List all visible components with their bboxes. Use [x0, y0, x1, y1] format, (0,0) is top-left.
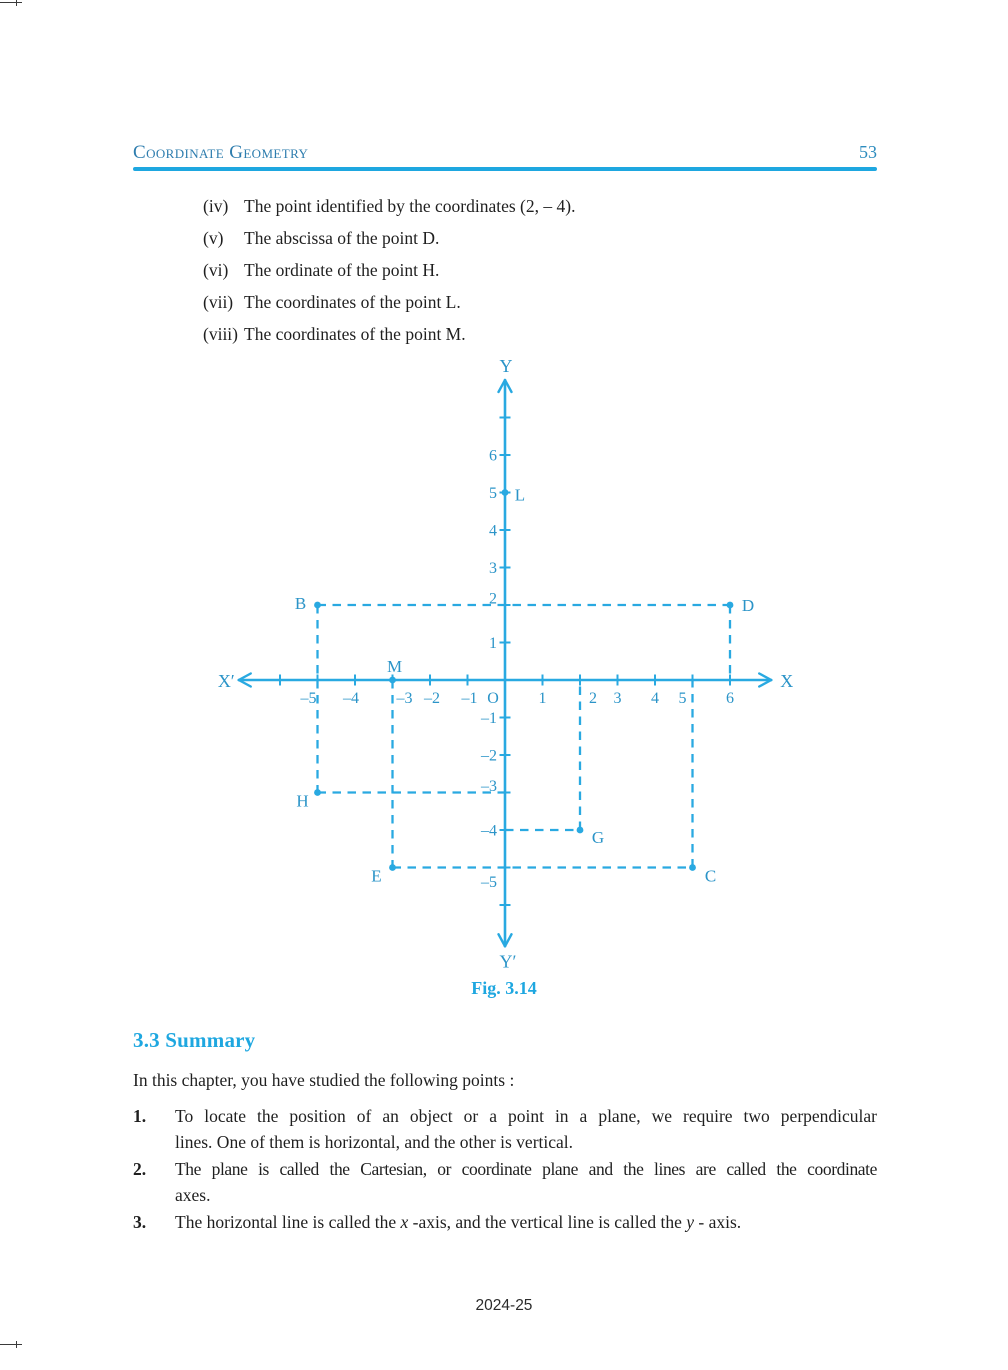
item-label: (iv)	[203, 196, 229, 216]
point-G	[577, 827, 584, 834]
math-var-y: y	[686, 1212, 694, 1232]
list-item	[203, 222, 843, 254]
list-item	[203, 254, 843, 286]
point-L	[502, 489, 509, 496]
item-text: The ordinate of the point H.	[244, 260, 440, 280]
point-label-E: E	[371, 866, 382, 886]
list-item	[203, 190, 843, 222]
x-axis-label: X	[780, 671, 794, 691]
x-neg-axis-label: X′	[217, 671, 235, 691]
y-tick-label: –4	[481, 822, 497, 840]
point-B	[314, 602, 321, 609]
point-label-M: M	[386, 657, 403, 676]
item-text: The coordinates of the point L.	[244, 292, 461, 312]
point-text-line: The plane is called the Cartesian, or coordinate plane and the lines are called the coordinate	[175, 1159, 877, 1179]
y-tick-label: 1	[489, 635, 497, 652]
running-head: Coordinate Geometry	[133, 142, 309, 163]
x-tick-label: –2	[424, 690, 440, 707]
point-E	[389, 864, 396, 871]
y-tick-label: 3	[489, 560, 497, 577]
point-M	[389, 677, 396, 684]
point-H	[314, 789, 321, 796]
point-number: 2.	[133, 1159, 147, 1179]
origin-label: O	[487, 690, 499, 707]
math-var-x: x	[400, 1212, 409, 1232]
item-label: (vi)	[203, 260, 229, 280]
y-tick-label: –5	[481, 874, 497, 891]
page-number: 53	[859, 142, 877, 162]
section-heading: 3.3 Summary	[133, 1028, 256, 1052]
point-text-part: The horizontal line is called the	[175, 1212, 401, 1232]
point-text-line: lines. One of them is horizontal, and the other is vertical.	[175, 1132, 574, 1152]
x-tick-label: 1	[538, 690, 547, 707]
point-text-line: To locate the position of an object or a point in a plane, we require two perpendicular	[175, 1106, 877, 1126]
summary-intro: In this chapter, you have studied the following points :	[133, 1070, 515, 1090]
crop-mark-bottom-tick	[16, 1341, 17, 1348]
point-label-C: C	[704, 866, 717, 886]
summary-point	[133, 1103, 877, 1155]
crop-mark-bottom-line	[0, 1344, 22, 1345]
y-tick-label: 2	[489, 590, 497, 608]
point-C	[689, 864, 696, 871]
question-list	[203, 190, 843, 350]
y-tick-label: –2	[481, 747, 497, 765]
point-text-line: axes.	[175, 1185, 211, 1205]
item-text: The abscissa of the point D.	[244, 228, 440, 248]
point-label-D: D	[741, 596, 755, 615]
x-tick-label: 5	[678, 690, 687, 707]
list-item	[203, 286, 843, 318]
summary-point	[133, 1156, 877, 1208]
x-tick-label: 4	[651, 690, 659, 707]
footer-session-year: 2024-25	[475, 1297, 533, 1314]
x-tick-label: 3	[613, 690, 622, 707]
point-label-G: G	[591, 828, 605, 847]
point-text-part: - axis.	[694, 1212, 742, 1232]
y-tick-label: 5	[489, 485, 497, 502]
point-number: 1.	[133, 1106, 147, 1126]
x-tick-label: –3	[396, 690, 413, 707]
item-label: (v)	[203, 228, 224, 248]
header-rule	[133, 167, 877, 171]
crop-mark-top-tick	[16, 0, 17, 6]
point-D	[727, 602, 734, 609]
point-label-B: B	[294, 594, 307, 613]
item-label: (viii)	[203, 324, 238, 344]
item-text: The coordinates of the point M.	[244, 324, 466, 344]
list-item	[203, 318, 843, 350]
x-tick-label: 6	[726, 690, 734, 707]
summary-list	[133, 1103, 877, 1236]
item-text: The point identified by the coordinates (2, – 4).	[244, 196, 576, 216]
point-text-part: -axis, and the vertical line is called the	[408, 1212, 687, 1232]
coordinate-plane-figure	[200, 355, 820, 980]
x-tick-label: –1	[461, 690, 478, 707]
summary-point	[133, 1209, 877, 1235]
x-tick-label: –4	[343, 690, 359, 707]
point-number: 3.	[133, 1212, 147, 1232]
y-tick-label: 6	[489, 447, 497, 465]
y-tick-label: –3	[481, 778, 497, 795]
point-label-L: L	[514, 485, 526, 505]
item-label: (vii)	[203, 292, 234, 312]
x-tick-label: 2	[589, 690, 597, 707]
point-label-H: H	[296, 791, 309, 811]
figure-caption: Fig. 3.14	[471, 978, 537, 998]
crop-mark-top-line	[0, 2, 22, 3]
y-axis-label: Y	[499, 356, 513, 376]
y-tick-label: 4	[489, 522, 497, 540]
x-tick-label: –5	[300, 690, 317, 707]
page-header	[133, 142, 877, 164]
y-neg-axis-label: Y′	[499, 951, 517, 972]
y-tick-label: –1	[481, 710, 497, 727]
